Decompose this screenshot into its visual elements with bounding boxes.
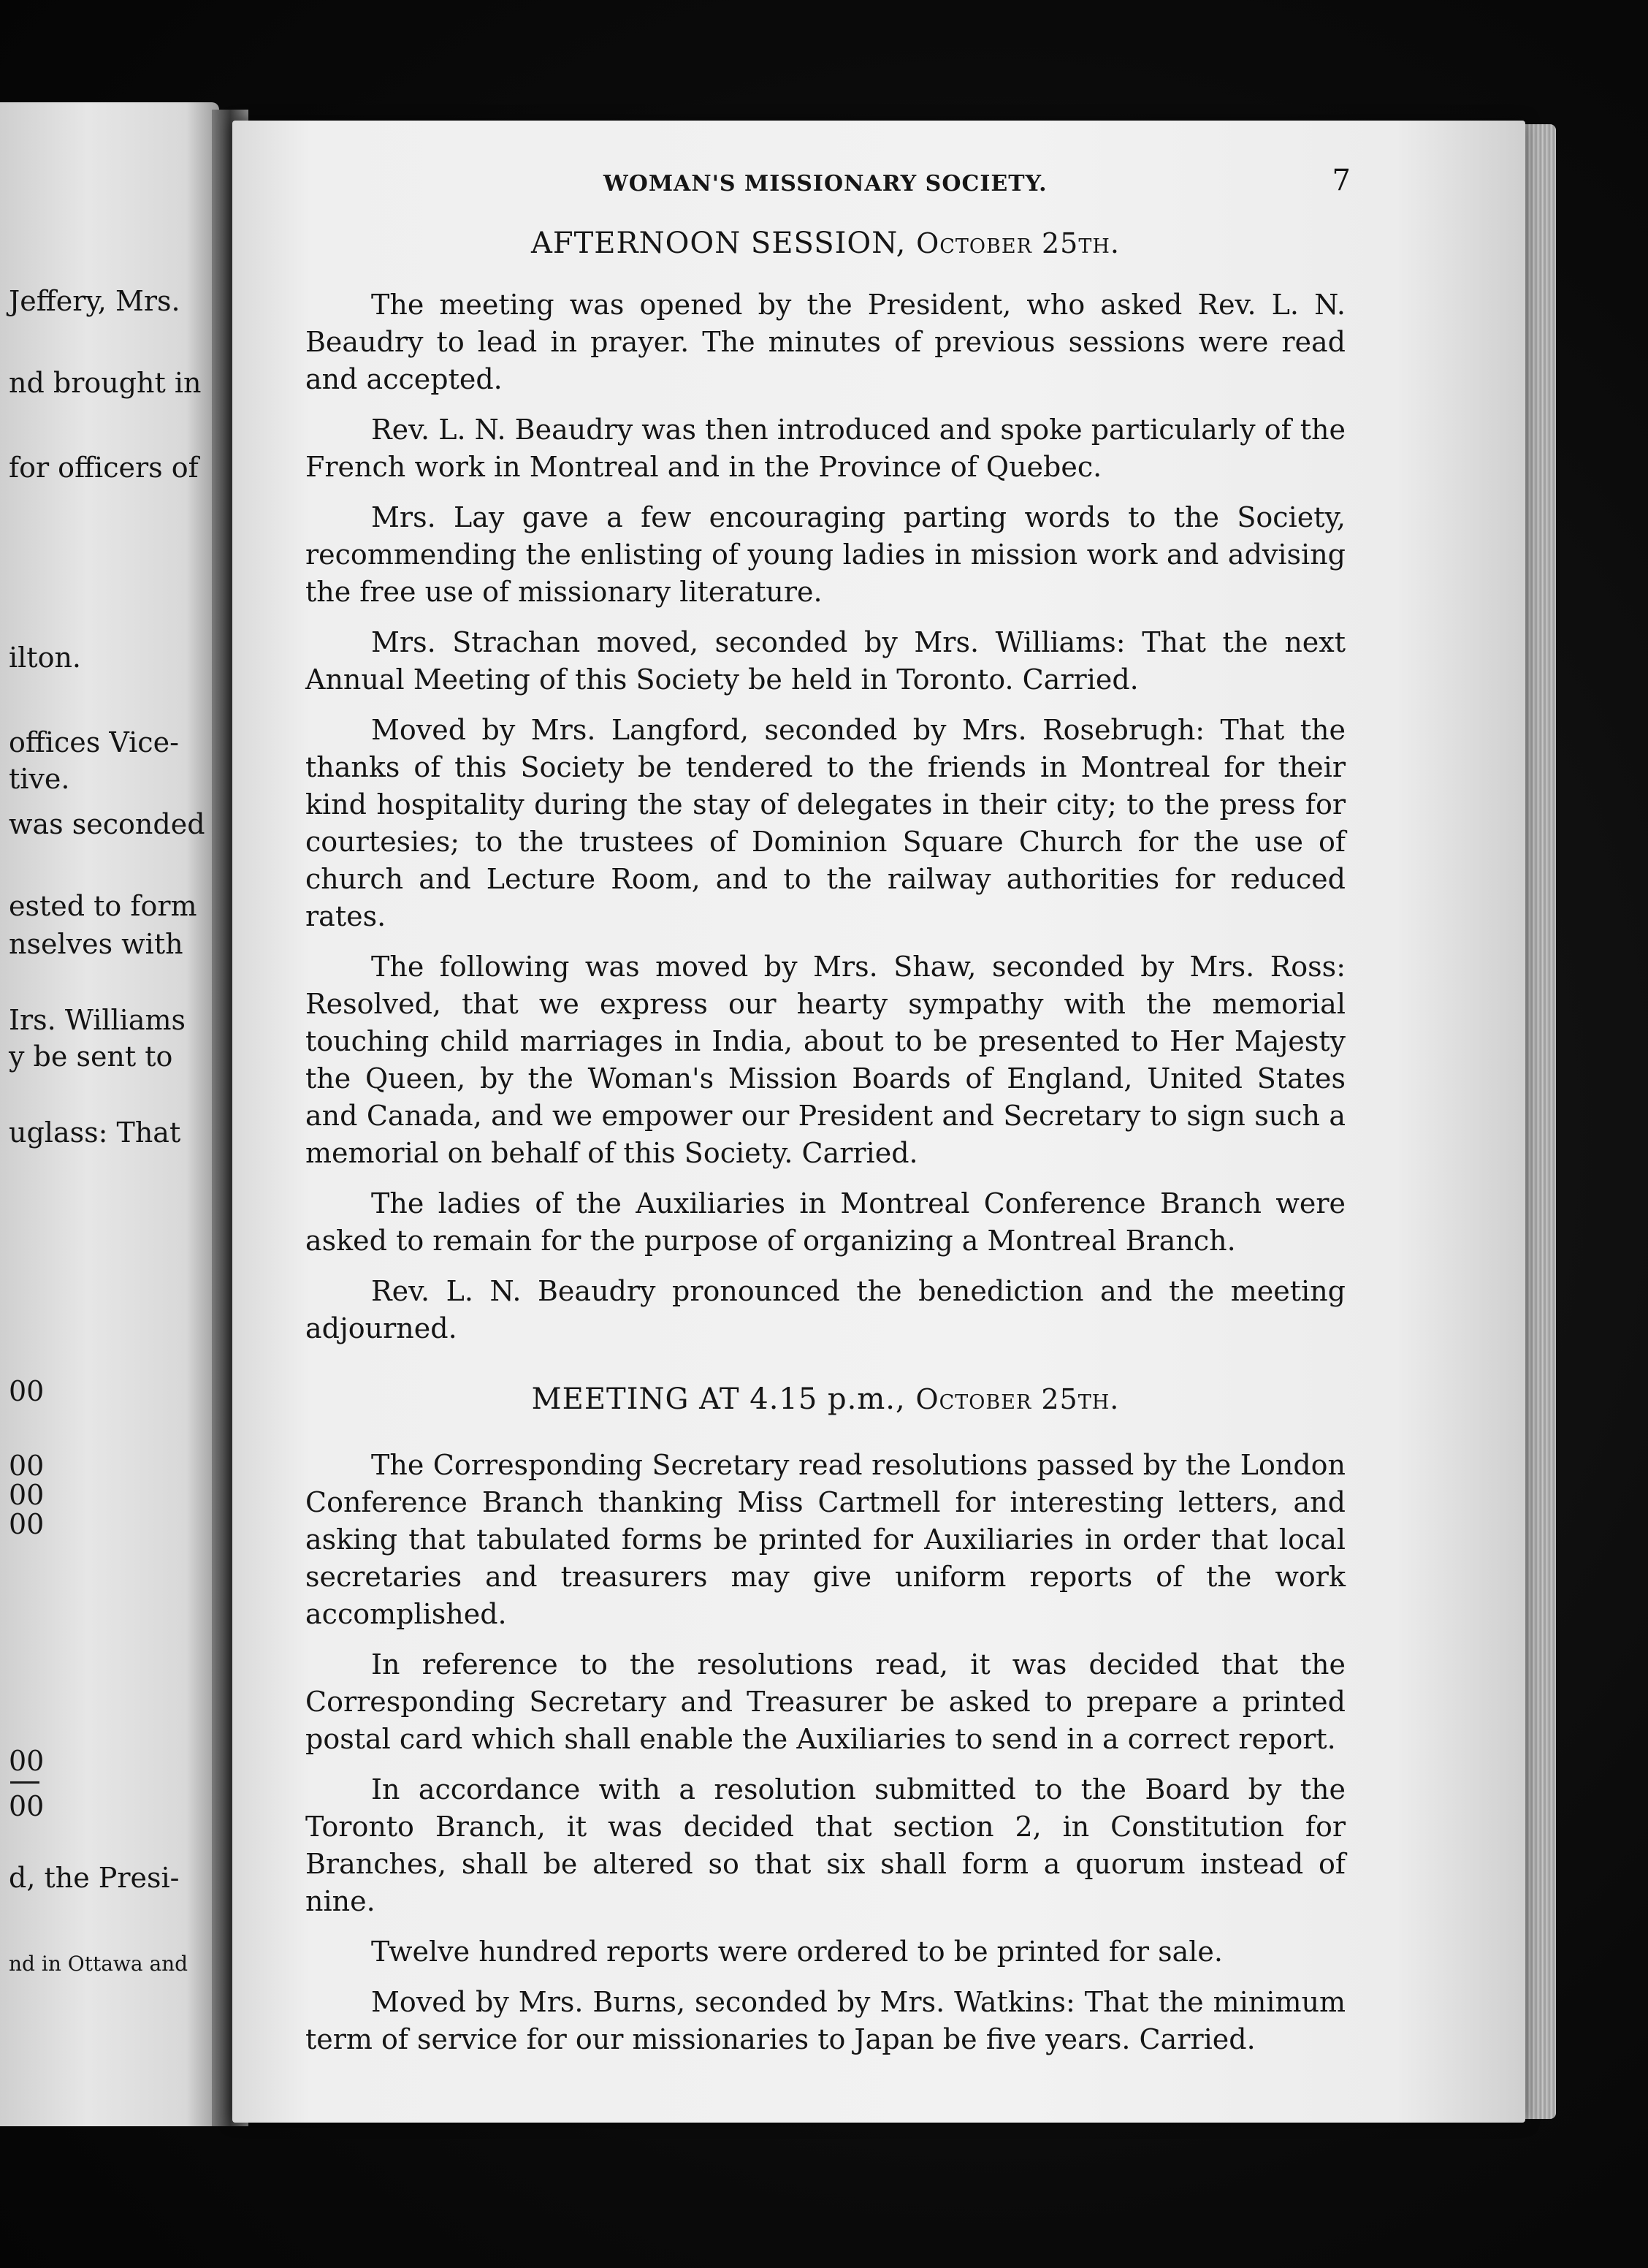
left-fragment-line: 00 xyxy=(9,1508,45,1540)
heading-date: October 25th. xyxy=(916,227,1120,259)
paragraph: The Corresponding Secretary read resolutions passed by the London Conference Branch thanking Miss Cartmell for interesting letters, and asking that tabulated forms be printed for Auxiliaries in order that local secretaries and treasurers may give uniform reports of the work accomplished. xyxy=(305,1449,1346,1630)
paragraph: The meeting was opened by the President, who asked Rev. L. N. Beaudry to lead in prayer. The minutes of previous sessions were read and accepted. xyxy=(305,289,1346,395)
left-fragment-line: 00 xyxy=(9,1450,45,1482)
left-fragment-line: 00 xyxy=(9,1375,45,1407)
paragraph: Mrs. Strachan moved, seconded by Mrs. Williams: That the next Annual Meeting of this Society be held in Toronto. Carried. xyxy=(305,626,1346,696)
left-fragment-line: uglass: That xyxy=(9,1116,181,1149)
afternoon-session-body xyxy=(305,286,1346,1347)
left-fragment-line: 00 xyxy=(9,1790,45,1822)
running-title: WOMAN'S MISSIONARY SOCIETY. xyxy=(603,171,1048,197)
left-fragment-line: nd brought in xyxy=(9,367,202,399)
paragraph: Rev. L. N. Beaudry pronounced the benediction and the meeting adjourned. xyxy=(305,1275,1346,1344)
paragraph: Mrs. Lay gave a few encouraging parting words to the Society, recommending the enlisting of young ladies in mission work and advising the free use of missionary literature. xyxy=(305,501,1346,608)
paragraph: Rev. L. N. Beaudry was then introduced and spoke particularly of the French work in Montreal and in the Province of Quebec. xyxy=(305,414,1346,483)
paragraph: In reference to the resolutions read, it was decided that the Corresponding Secretary and Treasurer be asked to prepare a printed postal card which shall enable the Auxiliaries to send in a correct report. xyxy=(305,1648,1346,1755)
heading-text: AFTERNOON SESSION, xyxy=(530,227,907,260)
paragraph: The ladies of the Auxiliaries in Montreal Conference Branch were asked to remain for the purpose of organizing a Montreal Branch. xyxy=(305,1187,1346,1257)
left-fragment-line: nd in Ottawa and xyxy=(9,1952,188,1976)
left-fragment-line: 00 xyxy=(9,1479,45,1511)
left-fragment-line: nselves with xyxy=(9,928,183,960)
left-fragment-rule xyxy=(10,1781,39,1784)
left-fragment-line: Irs. Williams xyxy=(9,1004,186,1036)
paragraph: Moved by Mrs. Burns, seconded by Mrs. Watkins: That the minimum term of service for our missionaries to Japan be five years. Carried. xyxy=(305,1986,1346,2055)
meeting-body xyxy=(305,1447,1346,2058)
section-heading-afternoon xyxy=(305,227,1346,260)
section-heading-meeting xyxy=(305,1382,1346,1416)
facing-page-fragment xyxy=(0,102,219,2126)
page-number: 7 xyxy=(1332,164,1351,197)
heading-text: MEETING AT 4.15 p.m., xyxy=(531,1382,906,1416)
left-fragment-line: ested to form xyxy=(9,890,197,922)
paragraph: In accordance with a resolution submitted to the Board by the Toronto Branch, it was decided that section 2, in Constitution for Branches, shall be altered so that six shall form a quorum instead of nine. xyxy=(305,1773,1346,1917)
left-fragment-line: offices Vice- xyxy=(9,726,179,758)
page-text xyxy=(305,164,1351,2071)
heading-date: October 25th. xyxy=(915,1383,1120,1415)
left-fragment-line: d, the Presi- xyxy=(9,1862,180,1894)
left-fragment-line: 00 xyxy=(9,1745,45,1777)
left-fragment-line: y be sent to xyxy=(9,1040,173,1073)
left-fragment-line: was seconded xyxy=(9,808,205,840)
paragraph: Twelve hundred reports were ordered to be printed for sale. xyxy=(371,1936,1223,1968)
paragraph: Moved by Mrs. Langford, seconded by Mrs. Rosebrugh: That the thanks of this Society be tendered to the friends in Montreal for their kind hospitality during the stay of delegates in their city; to the press for courtesies; to the trustees of Dominion Square Church for the use of church and Lecture Room, and to the railway authorities for reduced rates. xyxy=(305,714,1346,932)
running-header xyxy=(305,164,1351,210)
paragraph: The following was moved by Mrs. Shaw, seconded by Mrs. Ross: Resolved, that we express our hearty sympathy with the memorial touching child marriages in India, about to be presented to Her Majesty the Queen, by the Woman's Mission Boards of England, United States and Canada, and we empower our President and Secretary to sign such a memorial on behalf of this Society. Carried. xyxy=(305,951,1346,1169)
left-fragment-line: Jeffery, Mrs. xyxy=(9,285,180,317)
left-fragment-line: for officers of xyxy=(9,452,199,484)
left-fragment-line: tive. xyxy=(9,763,70,795)
left-fragment-line: ilton. xyxy=(9,642,82,674)
